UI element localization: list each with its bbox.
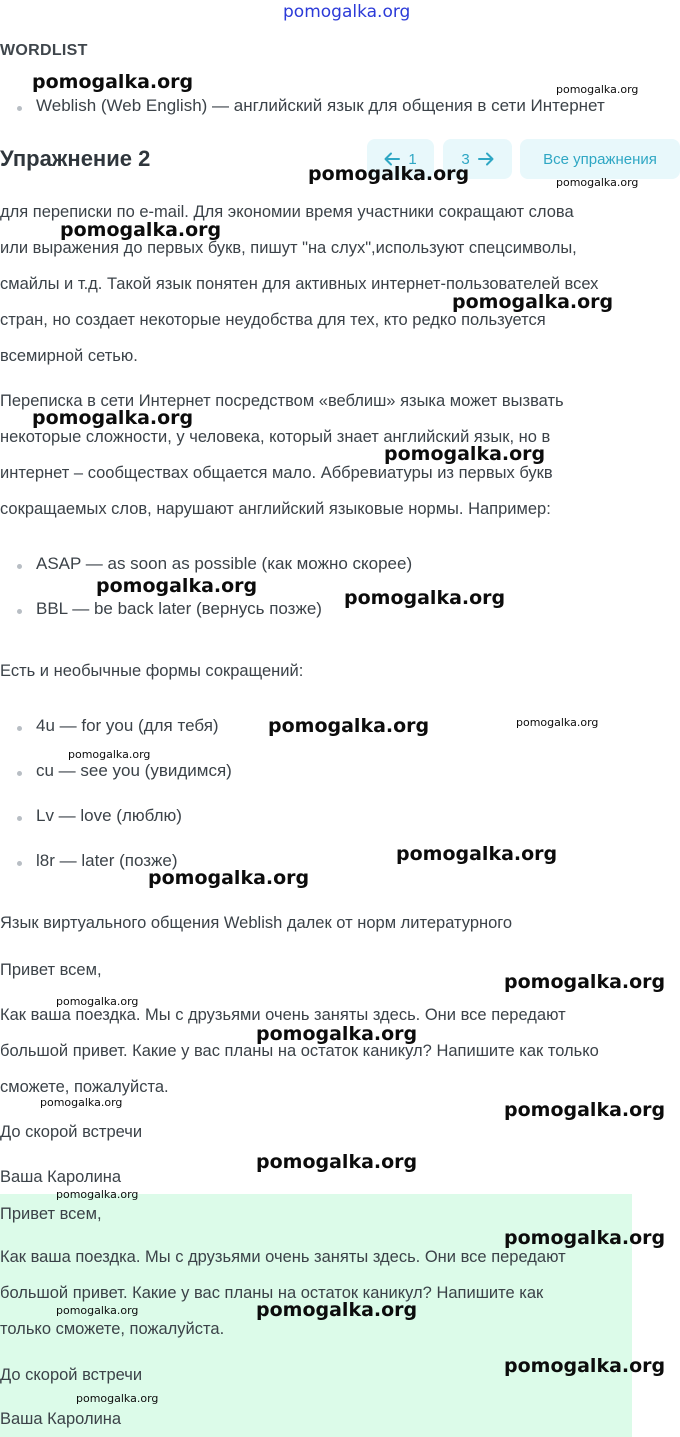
list-item-text: 4u — for you (для тебя) <box>36 716 219 735</box>
watermark: pomogalka.org <box>76 1392 159 1405</box>
text-line: сможете, пожалуйста. <box>0 1078 169 1096</box>
bullet-icon <box>17 861 22 866</box>
watermark: pomogalka.org <box>516 716 599 729</box>
letter-closing: До скорой встречи <box>0 1123 143 1141</box>
watermark: pomogalka.org <box>556 83 639 96</box>
letter-signature: Ваша Каролина <box>0 1168 122 1186</box>
watermark: pomogalka.org <box>452 291 614 313</box>
watermark: pomogalka.org <box>504 971 666 993</box>
watermark: pomogalka.org <box>396 843 558 865</box>
text-line: Как ваша поездка. Мы с друзьями очень заняты здесь. Они все передают <box>0 1006 566 1024</box>
text-line: Есть и необычные формы сокращений: <box>0 662 304 680</box>
watermark: pomogalka.org <box>268 715 430 737</box>
text-line: всемирной сетью. <box>0 347 138 365</box>
list-item <box>0 599 680 621</box>
watermark: pomogalka.org <box>56 1304 139 1317</box>
list-item-text: ASAP — as soon as possible (как можно скорее) <box>36 554 413 573</box>
wordlist-item-text: Weblish (Web English) — английский язык для общения в сети Интернет <box>36 96 605 115</box>
text-line: только сможете, пожалуйста. <box>0 1320 225 1338</box>
wordlist-title: WORDLIST <box>0 42 88 59</box>
watermark: pomogalka.org <box>56 1188 139 1201</box>
list-item <box>0 806 680 828</box>
watermark: pomogalka.org <box>60 219 222 241</box>
watermark: pomogalka.org <box>148 867 310 889</box>
text-line: для переписки по e-mail. Для экономии время участники сокращают слова <box>0 203 574 221</box>
list-item <box>0 761 680 783</box>
watermark: pomogalka.org <box>32 407 194 429</box>
list-item-text: BBL — be back later (вернусь позже) <box>36 599 322 618</box>
watermark: pomogalka.org <box>256 1299 418 1321</box>
watermark: pomogalka.org <box>96 575 258 597</box>
text-line: интернет – сообществах общается мало. Аббревиатуры из первых букв <box>0 464 553 482</box>
text-line: Переписка в сети Интернет посредством «веблиш» языка может вызвать <box>0 392 564 410</box>
text-line: Как ваша поездка. Мы с друзьями очень заняты здесь. Они все передают <box>0 1248 566 1266</box>
prev-exercise-label: 1 <box>408 150 417 168</box>
bullet-icon <box>17 816 22 821</box>
watermark: pomogalka.org <box>504 1227 666 1249</box>
text-line: большой привет. Какие у вас планы на остаток каникул? Напишите как <box>0 1284 544 1302</box>
text-line: Язык виртуального общения Weblish далек от норм литературного <box>0 914 513 932</box>
watermark: pomogalka.org <box>308 163 470 185</box>
text-line: сокращаемых слов, нарушают английский языковые нормы. Например: <box>0 500 551 518</box>
bullet-icon <box>17 771 22 776</box>
next-exercise-label: 3 <box>461 150 470 168</box>
list-item <box>0 554 680 576</box>
letter-closing: До скорой встречи <box>0 1366 143 1384</box>
list-item-text: l8r — later (позже) <box>36 851 178 870</box>
bullet-icon <box>17 609 22 614</box>
all-exercises-button[interactable]: Все упражнения <box>520 139 680 179</box>
letter-greeting: Привет всем, <box>0 961 102 979</box>
watermark: pomogalka.org <box>32 71 194 93</box>
watermark: pomogalka.org <box>256 1023 418 1045</box>
watermark: pomogalka.org <box>384 443 546 465</box>
watermark: pomogalka.org <box>504 1099 666 1121</box>
text-line: большой привет. Какие у вас планы на остаток каникул? Напишите как только <box>0 1042 599 1060</box>
list-item-text: Lv — love (люблю) <box>36 806 182 825</box>
watermark: pomogalka.org <box>56 995 139 1008</box>
exercise-title: Упражнение 2 <box>0 146 151 171</box>
watermark: pomogalka.org <box>256 1151 418 1173</box>
letter-signature: Ваша Каролина <box>0 1410 122 1428</box>
text-line: или выражения до первых букв, пишут "на слух",используют спецсимволы, <box>0 239 577 257</box>
watermark: pomogalka.org <box>504 1355 666 1377</box>
bullet-icon <box>17 106 22 111</box>
wordlist-item <box>0 96 680 118</box>
arrow-right-icon <box>478 152 494 166</box>
text-line: стран, но создает некоторые неудобства для тех, кто редко пользуется <box>0 311 546 329</box>
text-line: смайлы и т.д. Такой язык понятен для активных интернет-пользователей всех <box>0 275 599 293</box>
list-item-text: cu — see you (увидимся) <box>36 761 232 780</box>
watermark: pomogalka.org <box>40 1096 123 1109</box>
watermark: pomogalka.org <box>344 587 506 609</box>
list-item <box>0 851 680 873</box>
site-link[interactable]: pomogalka.org <box>283 2 411 22</box>
watermark: pomogalka.org <box>556 176 639 189</box>
watermark: pomogalka.org <box>68 748 151 761</box>
bullet-icon <box>17 726 22 731</box>
text-line: некоторые сложности, у человека, который знает английский язык, но в <box>0 428 551 446</box>
letter-greeting: Привет всем, <box>0 1205 102 1223</box>
bullet-icon <box>17 564 22 569</box>
